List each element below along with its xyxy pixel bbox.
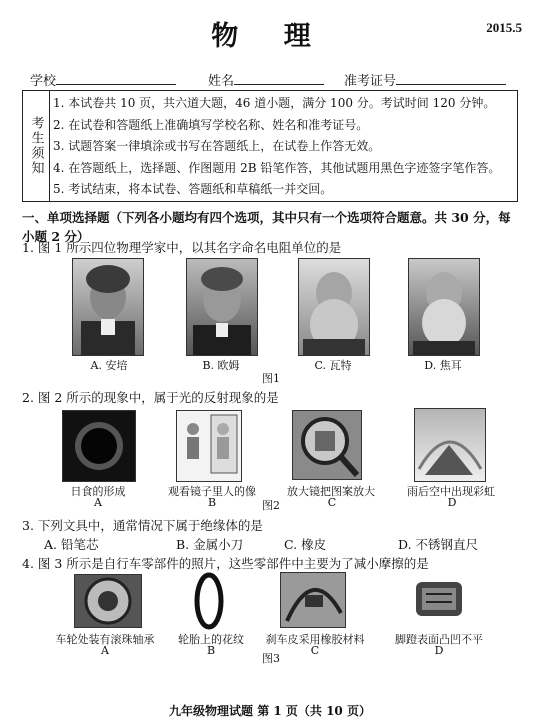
school-field (30, 70, 176, 89)
portrait-watt-image (298, 258, 370, 356)
tire-tread-image (194, 572, 224, 630)
magnifier-image (292, 410, 362, 480)
option-label: C. 橡皮 (284, 537, 327, 552)
option-letter: A (101, 644, 109, 657)
option-letter: A (94, 496, 102, 509)
option-label: B. 金属小刀 (176, 537, 244, 552)
question-4-stem: 4. 图 3 所示是自行车零部件的照片，这些零部件中主要为了减小摩擦的是 (22, 556, 429, 571)
figure-label: 图3 (262, 652, 280, 665)
notice-item: 3. 试题答案一律填涂或书写在答题纸上，在试卷上作答无效。 (53, 139, 381, 153)
option-letter: B (207, 496, 217, 509)
exam-date: 2015.5 (486, 20, 522, 35)
portrait-ohm-image (186, 258, 258, 356)
option-letter: D (447, 496, 457, 509)
rainbow-image (414, 408, 486, 482)
image-caption: 雨后空中出现彩虹 (407, 485, 495, 498)
question-2-stem: 2. 图 2 所示的现象中，属于光的反射现象的是 (22, 390, 279, 405)
section-heading: 一、单项选择题（下列各小题均有四个选项，其中只有一个选项符合题意。共 30 分，每小题 2 分） (22, 210, 511, 244)
portrait-ampere-image (72, 258, 144, 356)
page-title: 物 理 (211, 21, 329, 52)
notice-item: 2. 在试卷和答题纸上准确填写学校名称、姓名和准考证号。 (53, 117, 369, 132)
image-caption: 观看镜子里人的像 (168, 485, 256, 498)
notice-heading: 考生须知 (23, 91, 50, 201)
notice-list (53, 93, 513, 201)
examinee-notice (22, 90, 518, 202)
option-letter: C (310, 644, 320, 657)
option-label: A. 安培 (90, 359, 128, 372)
brake-pad-image (280, 572, 346, 628)
question-3-stem: 3. 下列文具中，通常情况下属于绝缘体的是 (22, 518, 263, 533)
notice-item: 1. 本试卷共 10 页，共六道大题，46 道小题，满分 100 分。考试时间 120 分钟。 (53, 96, 496, 110)
option-label: D. 不锈钢直尺 (398, 537, 479, 552)
portrait-joule-image (408, 258, 480, 356)
mirror-reflection-image (176, 410, 242, 482)
page-footer: 九年级物理试题 第 1 页（共 10 页） (169, 704, 371, 718)
exam-no-field (344, 70, 506, 89)
ball-bearing-image (74, 574, 142, 628)
name-field (208, 70, 324, 89)
option-label: B. 欧姆 (202, 359, 240, 372)
name-label: 姓名 (208, 74, 235, 89)
option-label: C. 瓦特 (314, 359, 352, 372)
image-caption: 日食的形成 (70, 485, 126, 498)
option-label: D. 焦耳 (424, 359, 462, 372)
school-label: 学校 (30, 74, 57, 89)
option-label: A. 铅笔芯 (44, 537, 99, 552)
image-caption: 放大镜把图案放大 (287, 485, 375, 498)
pedal-image (410, 572, 468, 626)
notice-item: 5. 考试结束，将本试卷、答题纸和草稿纸一并交回。 (53, 182, 333, 196)
option-letter: C (327, 496, 337, 509)
image-caption: 轮胎上的花纹 (178, 633, 244, 646)
option-letter: D (434, 644, 444, 657)
notice-item: 4. 在答题纸上，选择题、作图题用 2B 铅笔作答，其他试题用黑色字迹签字笔作答。 (53, 160, 501, 175)
exam-no-label: 准考证号 (344, 74, 397, 89)
option-letter: B (206, 644, 216, 657)
solar-eclipse-image (62, 410, 136, 482)
figure-label: 图2 (262, 499, 280, 512)
image-caption: 刹车皮采用橡胶材料 (265, 633, 365, 646)
figure-label: 图1 (262, 372, 280, 385)
image-caption: 脚蹬表面凸凹不平 (395, 633, 483, 646)
image-caption: 车轮处装有滚珠轴承 (55, 633, 155, 646)
question-1-stem: 1. 图 1 所示四位物理学家中，以其名字命名电阻单位的是 (22, 240, 342, 255)
